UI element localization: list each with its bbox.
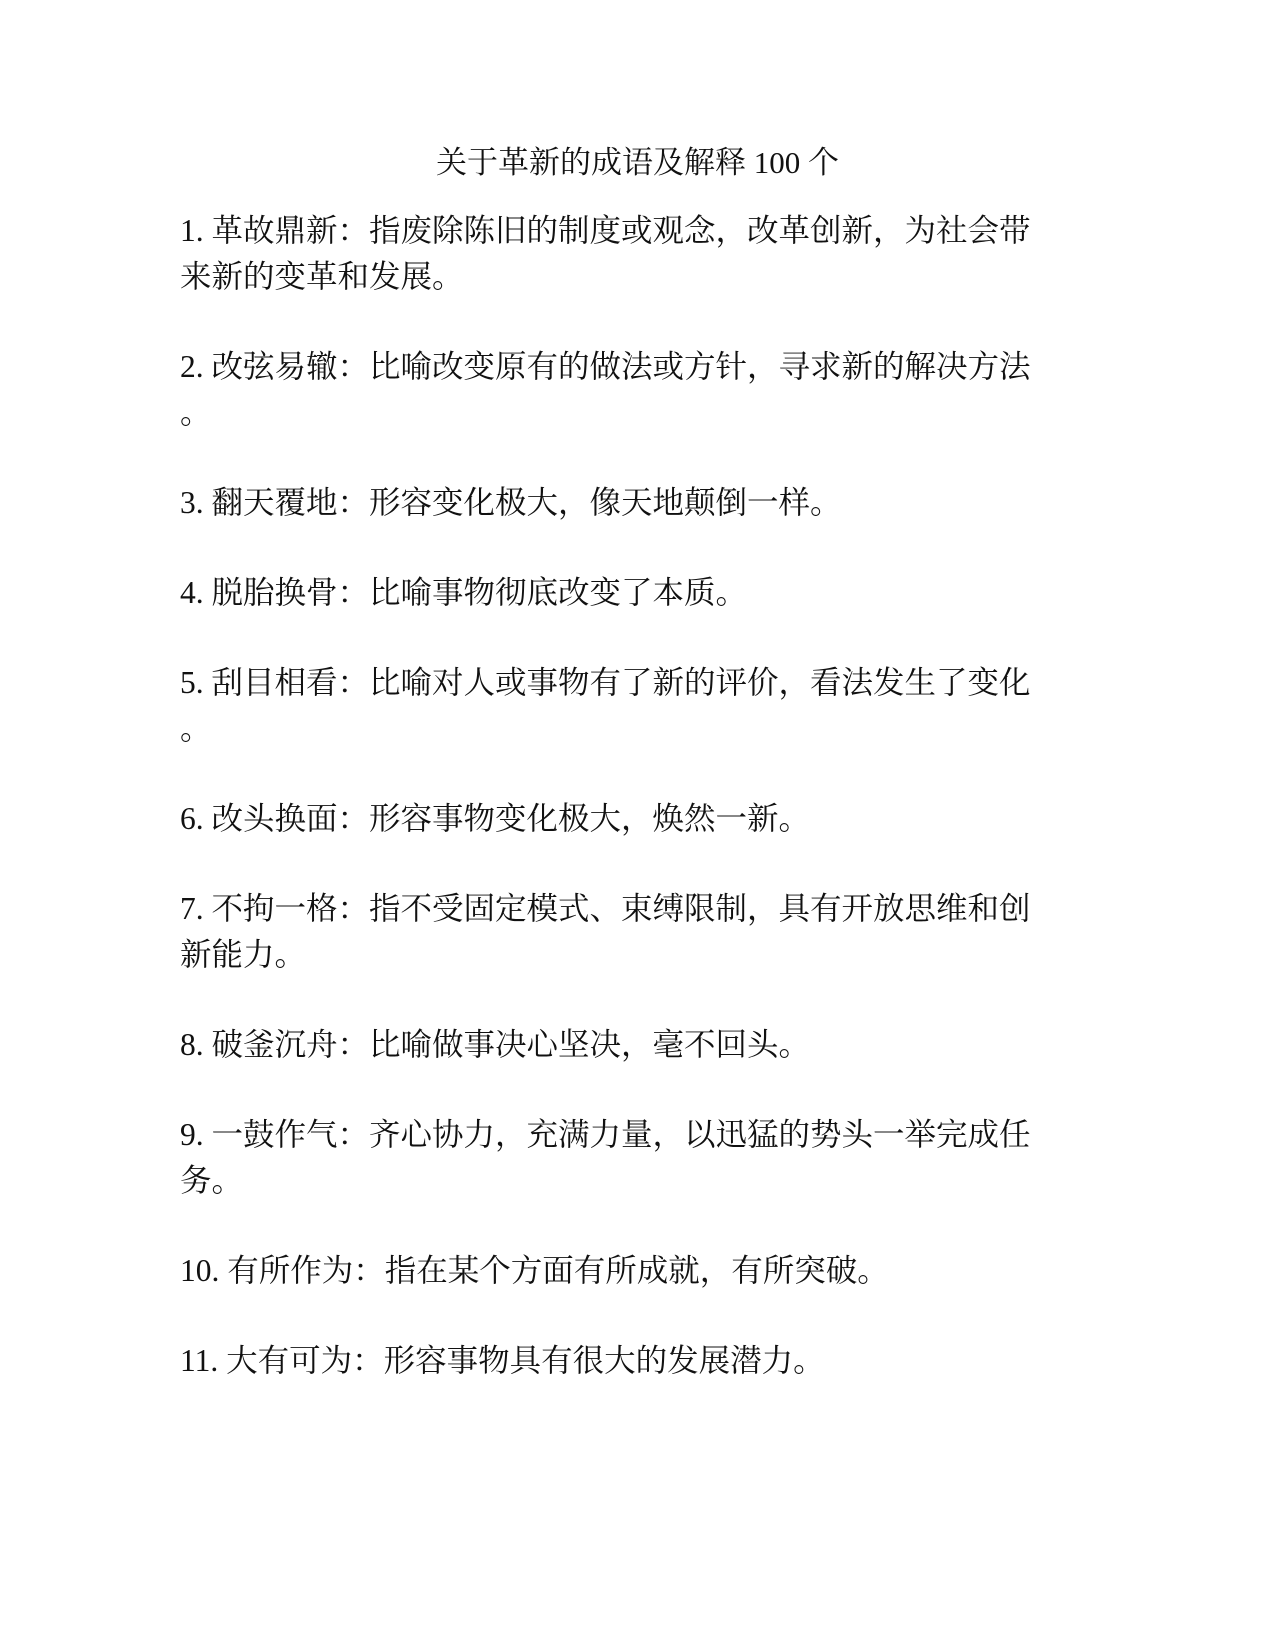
document-title: 关于革新的成语及解释 100 个: [436, 145, 839, 180]
idiom-entry-line: 5. 刮目相看：比喻对人或事物有了新的评价，看法发生了变化: [180, 665, 1031, 700]
idiom-entry-line: 11. 大有可为：形容事物具有很大的发展潜力。: [180, 1343, 825, 1378]
idiom-entry: [180, 660, 1060, 752]
idiom-entry: [180, 1022, 1060, 1068]
idiom-entry-line: 4. 脱胎换骨：比喻事物彻底改变了本质。: [180, 575, 748, 610]
idiom-entry: [180, 886, 1060, 978]
idiom-entry: [180, 1112, 1060, 1204]
idiom-entry-line: 6. 改头换面：形容事物变化极大，焕然一新。: [180, 801, 811, 836]
idiom-entry-line: 1. 革故鼎新：指废除陈旧的制度或观念，改革创新，为社会带: [180, 213, 1031, 248]
idiom-entry-line: 务。: [180, 1163, 244, 1198]
idiom-entry-line: 新能力。: [180, 937, 307, 972]
idiom-entry: [180, 480, 1060, 526]
idiom-entry: [180, 1248, 1060, 1294]
idiom-entry-line: 10. 有所作为：指在某个方面有所成就，有所突破。: [180, 1253, 889, 1288]
idiom-list: [180, 208, 1060, 1428]
idiom-entry-line: 8. 破釜沉舟：比喻做事决心坚决，毫不回头。: [180, 1027, 811, 1062]
idiom-entry: [180, 1338, 1060, 1384]
idiom-entry-line: 。: [180, 711, 212, 746]
idiom-entry: [180, 570, 1060, 616]
idiom-entry: [180, 344, 1060, 436]
idiom-entry-line: 2. 改弦易辙：比喻改变原有的做法或方针，寻求新的解决方法: [180, 349, 1031, 384]
idiom-entry: [180, 208, 1060, 300]
idiom-entry-line: 来新的变革和发展。: [180, 259, 464, 294]
idiom-entry-line: 7. 不拘一格：指不受固定模式、束缚限制，具有开放思维和创: [180, 891, 1031, 926]
idiom-entry: [180, 796, 1060, 842]
idiom-entry-line: 。: [180, 395, 212, 430]
idiom-entry-line: 9. 一鼓作气：齐心协力，充满力量，以迅猛的势头一举完成任: [180, 1117, 1031, 1152]
idiom-entry-line: 3. 翻天覆地：形容变化极大，像天地颠倒一样。: [180, 485, 842, 520]
